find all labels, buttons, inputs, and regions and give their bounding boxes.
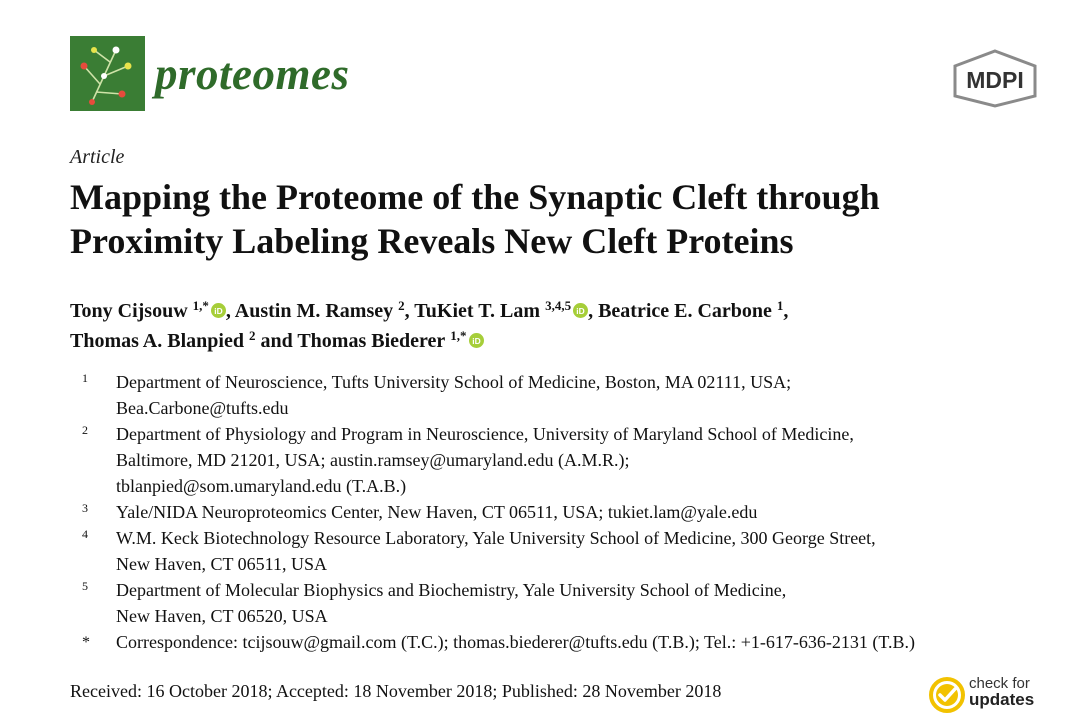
correspondence-item (70, 629, 1060, 655)
affiliations (70, 369, 1060, 655)
affiliation-text (116, 499, 1060, 525)
affiliation-number: 4 (82, 527, 88, 541)
paper-title (70, 175, 1050, 263)
affiliation-line: W.M. Keck Biotechnology Resource Laboratory, Yale University School of Medicine, 300 George Street, (116, 528, 876, 548)
svg-text:iD: iD (471, 335, 481, 346)
proteomes-logo-icon (70, 36, 145, 111)
orcid-icon[interactable] (469, 333, 484, 348)
affiliation-email[interactable]: tblanpied@som.umaryland.edu (T.A.B.) (116, 476, 407, 496)
author-affil-sup: 2 (248, 328, 256, 343)
affiliation-line: Department of Neuroscience, Tufts University School of Medicine, Boston, MA 02111, USA; (116, 372, 792, 392)
author-separator: , (404, 300, 415, 322)
author-line-1 (70, 296, 1050, 326)
author-affil-sup: 1 (776, 298, 784, 313)
author-line-2 (70, 326, 1050, 356)
check-updates-label: check for (969, 675, 1030, 692)
author-name[interactable]: Thomas Biederer (297, 330, 446, 352)
affiliation-number: 3 (82, 501, 88, 515)
affiliation-text (116, 369, 1060, 421)
affiliation-line: Baltimore, MD 21201, USA; austin.ramsey@umaryland.edu (A.M.R.); (116, 450, 630, 470)
affiliation-item (70, 421, 1060, 499)
author-affil-sup: 3,4,5 (545, 298, 572, 313)
author-affil-sup: 1,* (192, 298, 209, 313)
orcid-icon[interactable] (211, 303, 226, 318)
author-and: and (255, 330, 298, 352)
affiliation-item (70, 369, 1060, 421)
author-name[interactable]: TuKiet T. Lam (414, 300, 541, 322)
journal-logo (70, 36, 145, 111)
affiliation-line: New Haven, CT 06511, USA (116, 554, 327, 574)
affiliation-item (70, 577, 1060, 629)
affiliation-text (116, 577, 1060, 629)
correspondence-text (116, 629, 1060, 655)
check-for-updates-badge[interactable] (928, 676, 1048, 716)
author-list (70, 296, 1050, 356)
affiliation-email[interactable]: Bea.Carbone@tufts.edu (116, 398, 289, 418)
orcid-icon[interactable] (573, 303, 588, 318)
svg-text:iD: iD (576, 305, 585, 316)
author-affil-sup: 2 (398, 298, 405, 313)
author-separator: , (225, 300, 235, 322)
affiliation-text (116, 525, 1060, 577)
author-name[interactable]: Tony Cijsouw (70, 300, 188, 322)
affiliation-number: 1 (82, 371, 88, 385)
author-name[interactable]: Thomas A. Blanpied (70, 330, 244, 352)
affiliation-text (116, 421, 1060, 499)
author-name[interactable]: Beatrice E. Carbone (598, 300, 772, 322)
author-affil-sup: 1,* (450, 328, 467, 343)
affiliation-item (70, 525, 1060, 577)
check-updates-icon (928, 676, 966, 714)
publisher-name: MDPI (966, 67, 1024, 93)
affiliation-line: Yale/NIDA Neuroproteomics Center, New Haven, CT 06511, USA; tukiet.lam@yale.edu (116, 502, 758, 522)
author-separator: , (588, 300, 599, 322)
affiliation-line: New Haven, CT 06520, USA (116, 606, 328, 626)
author-separator: , (783, 300, 789, 322)
check-updates-label-bold: updates (969, 690, 1035, 709)
title-line-1: Mapping the Proteome of the Synaptic Cleft through (70, 177, 880, 217)
title-line-2: Proximity Labeling Reveals New Cleft Proteins (70, 221, 794, 261)
svg-text:iD: iD (214, 305, 223, 316)
mdpi-logo (950, 48, 1040, 108)
affiliation-number: 5 (82, 579, 88, 593)
author-name[interactable]: Austin M. Ramsey (234, 300, 394, 322)
publication-history: Received: 16 October 2018; Accepted: 18 November 2018; Published: 28 November 2018 (70, 681, 722, 701)
affiliation-item (70, 499, 1060, 525)
correspondence-marker: * (82, 634, 90, 651)
article-type: Article (70, 146, 125, 168)
affiliation-line: Department of Physiology and Program in Neuroscience, University of Maryland School of Medicine, (116, 424, 854, 444)
journal-name: proteomes (155, 49, 350, 99)
affiliation-number: 2 (82, 423, 88, 437)
affiliation-line: Department of Molecular Biophysics and Biochemistry, Yale University School of Medicine, (116, 580, 787, 600)
correspondence-line: Correspondence: tcijsouw@gmail.com (T.C.); thomas.biederer@tufts.edu (T.B.); Tel.: +1-617-636-2131 (T.B.) (116, 632, 916, 652)
